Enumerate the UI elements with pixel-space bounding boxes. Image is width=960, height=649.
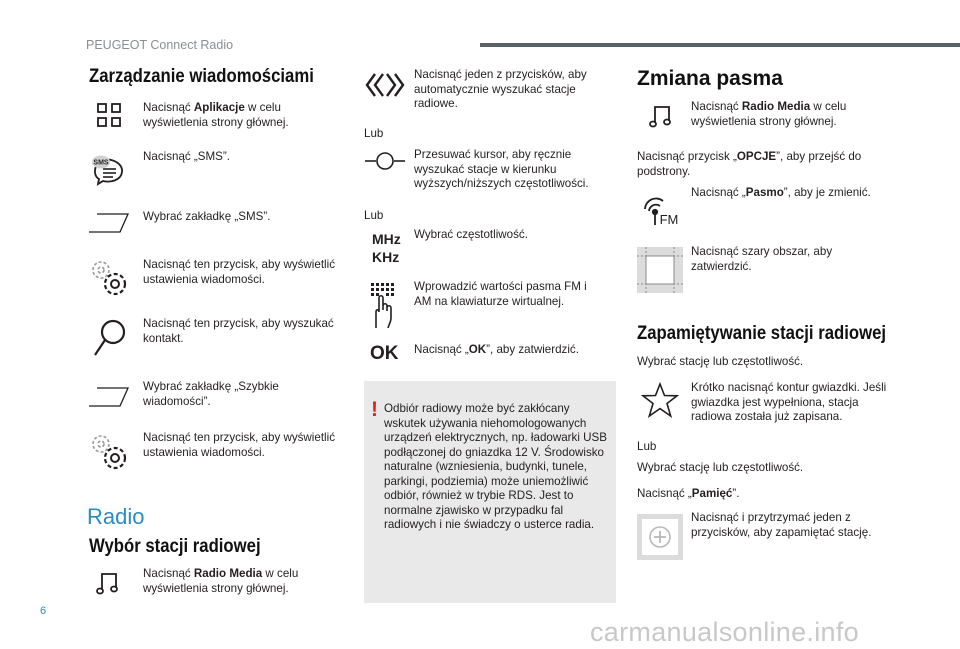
messages-heading: Zarządzanie wiadomościami (89, 66, 314, 87)
music-note-icon (95, 570, 121, 596)
memo-text-1: Wybrać stację lub częstotliwość. (637, 355, 804, 368)
band-step-3: Nacisnąć szary obszar, aby zatwierdzić. (691, 245, 833, 273)
warning-text: Odbiór radiowy może być zakłócany wskutek używania niehomologowanych urządzeń elektrycznych, np. ładowarki USB podłączonej do gniazdka 12 V. Środowisko naturalne (wzniesienia, budynki, tunele, parkingi, podziemia) może uniemożliwić odbiór, również w trybie RDS. Jest to normalne zjawisko w przypadku fal radiowych i nie świadczy o usterce radia. (384, 402, 607, 531)
messages-step-3: Wybrać zakładkę „SMS”. (143, 210, 271, 223)
or-label: Lub (637, 440, 657, 453)
star-outline-icon (641, 382, 679, 418)
mhz-label: MHz (372, 231, 401, 247)
search-icon (92, 318, 128, 358)
messages-step-4: Nacisnąć ten przycisk, aby wyświetlić ustawienia wiadomości. (143, 258, 335, 286)
tab-icon (88, 212, 130, 234)
station-heading: Wybór stacji radiowej (89, 536, 261, 557)
memo-step-2: Nacisnąć i przytrzymać jeden z przycisków, aby zapamiętać stację. (691, 511, 872, 539)
sms-icon-label: SMS (93, 159, 109, 167)
station-step-6: Nacisnąć „OK”, aby zatwierdzić. (414, 343, 579, 356)
warning-icon: ! (371, 398, 378, 421)
memo-text-3: Nacisnąć „Pamięć”. (637, 487, 740, 500)
memo-heading: Zapamiętywanie stacji radiowej (637, 323, 887, 344)
tab-icon (88, 386, 130, 408)
station-step-2: Nacisnąć jeden z przycisków, aby automatycznie wyszukać stacje radiowe. (414, 68, 587, 110)
band-heading: Zmiana pasma (637, 67, 783, 90)
settings-gear-icon (89, 432, 129, 472)
messages-step-5: Nacisnąć ten przycisk, aby wyszukać kontakt. (143, 317, 334, 345)
running-header: PEUGEOT Connect Radio (86, 38, 234, 52)
band-step-1: Nacisnąć Radio Media w celu wyświetlenia strony głównej. (691, 100, 847, 128)
khz-label: KHz (372, 249, 400, 265)
messages-step-2: Nacisnąć „SMS”. (143, 150, 230, 163)
watermark: carmanualsonline.info (590, 617, 859, 647)
station-step-5: Wprowadzić wartości pasma FM i AM na klawiaturze wirtualnej. (414, 280, 587, 308)
fm-radio-icon (641, 195, 681, 227)
station-step-4: Wybrać częstotliwość. (414, 228, 528, 241)
page-number: 6 (40, 605, 47, 617)
or-label: Lub (364, 127, 384, 140)
grey-area-icon (637, 247, 683, 293)
header-bar (480, 43, 960, 47)
or-label: Lub (364, 209, 384, 222)
ok-button-icon: OK (370, 343, 399, 364)
mhz-khz-icon (372, 230, 401, 266)
preset-add-icon (637, 514, 683, 560)
messages-step-7: Nacisnąć ten przycisk, aby wyświetlić ustawienia wiadomości. (143, 431, 335, 459)
sms-icon (89, 154, 129, 186)
frequency-slider-icon (364, 150, 406, 172)
band-step-2: Nacisnąć „Pasmo”, aby je zmienić. (691, 186, 871, 199)
radio-section-title: Radio (87, 504, 145, 529)
fm-label: FM (659, 212, 679, 227)
seek-chevrons-icon (364, 70, 406, 100)
station-step-1: Nacisnąć Radio Media w celu wyświetlenia strony głównej. (143, 567, 299, 595)
messages-step-1: Nacisnąć Aplikacje w celu wyświetlenia strony głównej. (143, 101, 289, 129)
memo-text-2: Wybrać stację lub częstotliwość. (637, 461, 804, 474)
band-options-text: Nacisnąć przycisk „OPCJE”, aby przejść do podstrony. (637, 150, 862, 178)
apps-grid-icon (97, 103, 121, 127)
settings-gear-icon (89, 258, 129, 298)
virtual-keypad-icon (369, 282, 399, 328)
memo-step-1: Krótko nacisnąć kontur gwiazdki. Jeśli gwiazdka jest wypełniona, stacja radiowa została już zapisana. (691, 381, 887, 423)
messages-step-6: Wybrać zakładkę „Szybkie wiadomości”. (143, 380, 279, 408)
music-note-icon (648, 103, 674, 129)
station-step-3: Przesuwać kursor, aby ręcznie wyszukać stacje w kierunku wyższych/niższych częstotliwości. (414, 148, 589, 190)
